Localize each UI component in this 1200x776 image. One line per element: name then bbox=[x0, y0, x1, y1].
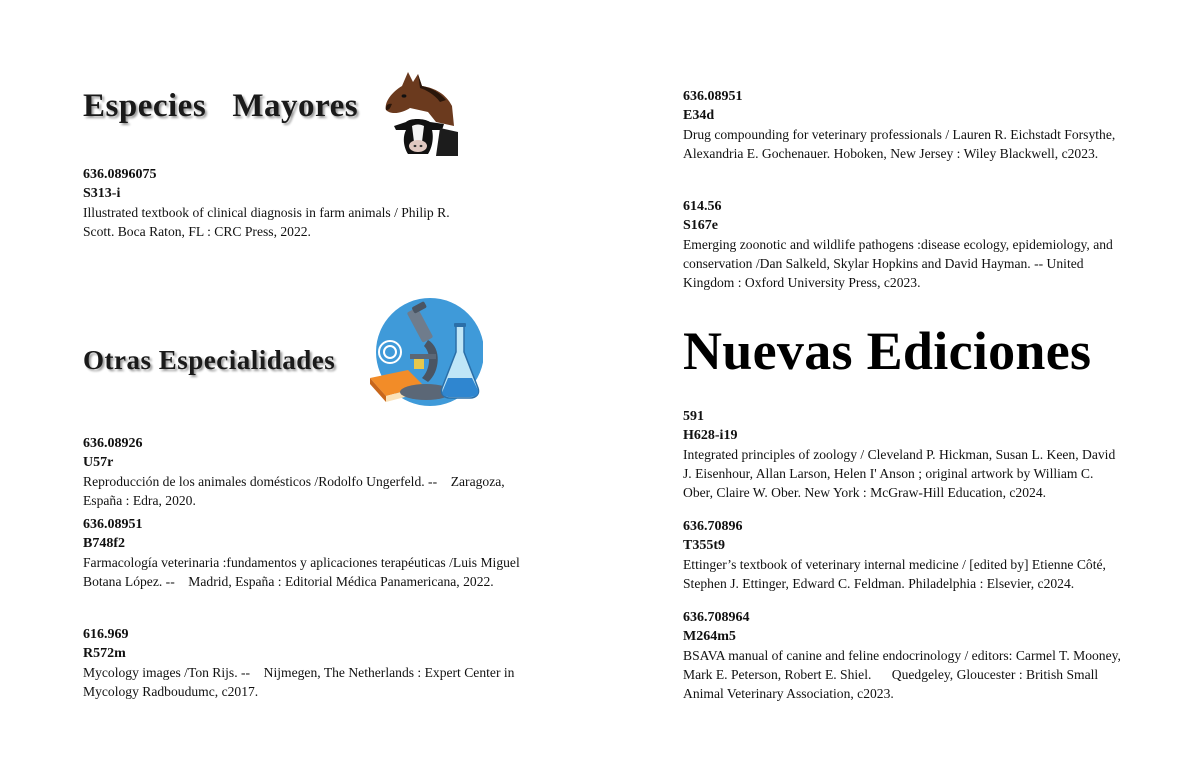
list-item bbox=[683, 608, 1123, 703]
microscope-flask-book-icon bbox=[368, 296, 483, 411]
class-number: 591 bbox=[683, 409, 704, 424]
book-description: Illustrated textbook of clinical diagnosis in farm animals / Philip R. Scott. Boca Raton, FL : CRC Press, 2022. bbox=[83, 205, 450, 239]
cutter-number: S167e bbox=[683, 218, 718, 233]
book-description: Integrated principles of zoology / Cleveland P. Hickman, Susan L. Keen, David J. Eisenhour, Allan Larson, Helen I' Anson ; original artwork by William C. Ober, Claire W. Ober. New York : McGraw-Hill Education, c2024. bbox=[683, 447, 1116, 500]
list-item bbox=[683, 197, 1123, 292]
cutter-number: B748f2 bbox=[83, 536, 125, 551]
cutter-number: T355t9 bbox=[683, 538, 725, 553]
class-number: 636.08951 bbox=[83, 517, 143, 532]
book-description: Drug compounding for veterinary professionals / Lauren R. Eichstadt Forsythe, Alexandria E. Gochenauer. Hoboken, New Jersey : Wiley Blackwell, c2023. bbox=[683, 127, 1116, 161]
class-number: 636.0896075 bbox=[83, 167, 157, 182]
book-description: Farmacología veterinaria :fundamentos y aplicaciones terapéuticas /Luis Miguel Botana López. -- Madrid, España : Editorial Médica Panamericana, 2022. bbox=[83, 555, 524, 589]
otras-especialidades-heading bbox=[83, 345, 335, 376]
book-description: Reproducción de los animales domésticos /Rodolfo Ungerfeld. -- Zaragoza, España : Edra, 2020. bbox=[83, 474, 509, 508]
class-number: 636.08926 bbox=[83, 436, 143, 451]
horse-cow-photo-icon bbox=[380, 66, 458, 156]
nuevas-ediciones-heading bbox=[683, 320, 1091, 382]
list-item bbox=[683, 87, 1123, 163]
book-description: Mycology images /Ton Rijs. -- Nijmegen, The Netherlands : Expert Center in Mycology Radboudumc, c2017. bbox=[83, 665, 518, 699]
cutter-number: R572m bbox=[83, 646, 126, 661]
list-item bbox=[683, 517, 1123, 593]
cutter-number: H628-i19 bbox=[683, 428, 738, 443]
class-number: 614.56 bbox=[683, 199, 722, 214]
list-item bbox=[83, 625, 523, 701]
section-title: Otras Especialidades bbox=[83, 345, 336, 375]
list-item bbox=[83, 434, 523, 510]
book-description: Ettinger’s textbook of veterinary internal medicine / [edited by] Etienne Côté, Stephen J. Ettinger, Edward C. Feldman. Philadelphia : Elsevier, c2024. bbox=[683, 557, 1106, 591]
cutter-number: S313-i bbox=[83, 186, 121, 201]
cutter-number: E34d bbox=[683, 108, 715, 123]
class-number: 616.969 bbox=[83, 627, 129, 642]
class-number: 636.08951 bbox=[683, 89, 743, 104]
book-description: Emerging zoonotic and wildlife pathogens :disease ecology, epidemiology, and conservation /Dan Salkeld, Skylar Hopkins and David Hayman. -- United Kingdom : Oxford University Press, c2023. bbox=[683, 237, 1113, 290]
list-item bbox=[83, 515, 523, 591]
section-title: Especies Mayores bbox=[83, 88, 359, 124]
list-item bbox=[683, 407, 1123, 502]
cutter-number: M264m5 bbox=[683, 629, 736, 644]
section-title: Nuevas Ediciones bbox=[683, 321, 1092, 381]
cutter-number: U57r bbox=[83, 455, 114, 470]
list-item bbox=[83, 165, 523, 241]
especies-mayores-heading bbox=[83, 88, 358, 125]
class-number: 636.70896 bbox=[683, 519, 743, 534]
class-number: 636.708964 bbox=[683, 610, 750, 625]
book-description: BSAVA manual of canine and feline endocrinology / editors: Carmel T. Mooney, Mark E. Peterson, Robert E. Shiel. Quedgeley, Gloucester : British Small Animal Veterinary Association, c2023. bbox=[683, 648, 1125, 701]
